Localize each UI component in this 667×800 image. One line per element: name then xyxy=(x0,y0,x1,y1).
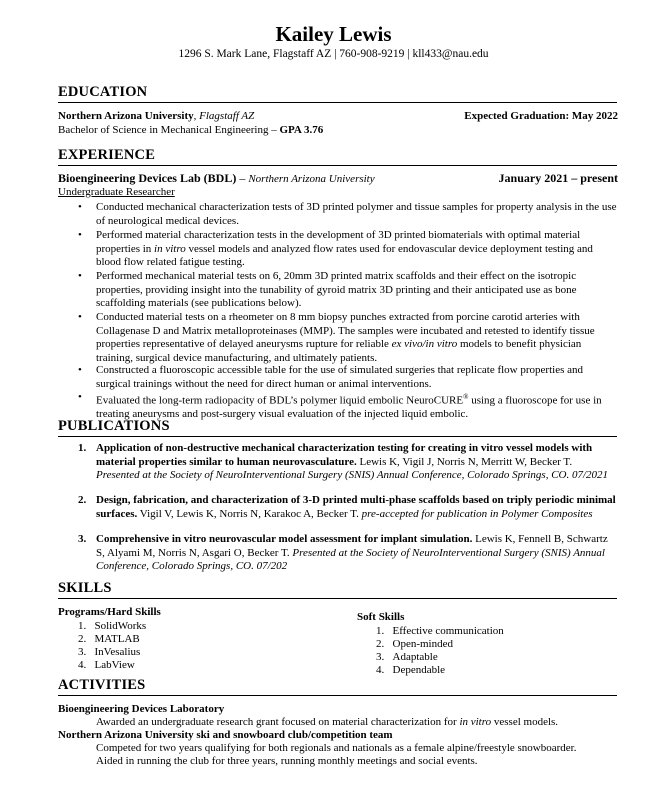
section-heading-activities: ACTIVITIES xyxy=(58,677,146,693)
gpa: GPA 3.76 xyxy=(279,124,324,136)
section-rule xyxy=(58,695,617,696)
activity-description: Aided in running the club for three years, running monthly meetings and social events. xyxy=(96,755,478,767)
publication-venue: Presented at the Society of NeuroInterventional Surgery (SNIS) Annual Conference, Colorado Springs, CO. 07/202 xyxy=(96,546,605,572)
section-rule xyxy=(58,436,617,437)
bullet-glyph: • xyxy=(78,311,82,323)
hard-skills-title: Programs/Hard Skills xyxy=(58,606,161,618)
degree: Bachelor of Science in Mechanical Engineering xyxy=(58,124,269,136)
degree-line xyxy=(58,124,323,136)
activity-title: Northern Arizona University ski and snowboard club/competition team xyxy=(58,729,393,741)
org-dash: – xyxy=(236,171,249,185)
experience-bullet xyxy=(96,364,618,391)
activity-title: Bioengineering Devices Laboratory xyxy=(58,703,225,715)
candidate-name: Kailey Lewis xyxy=(275,22,392,46)
publication-number: 1. xyxy=(78,442,87,454)
skill-label: InVesalius xyxy=(94,646,141,658)
publication-venue: pre-accepted for publication in Polymer Composites xyxy=(361,507,593,520)
soft-skill-item xyxy=(376,638,453,651)
school-sep: , xyxy=(193,110,197,122)
activity-description xyxy=(96,716,558,728)
bullet-italic: in vitro xyxy=(154,242,186,255)
publication-venue: Presented at the Society of NeuroInterventional Surgery (SNIS) Annual Conference, Colorado Springs, CO. 07/2021 xyxy=(96,469,609,481)
section-rule xyxy=(58,165,617,166)
skill-label: Effective communication xyxy=(392,625,504,637)
skill-label: Adaptable xyxy=(392,651,438,663)
publication-title: Design, fabrication, and characterization of 3-D printed multi-phase scaffolds based on triply periodic minimal surfaces. xyxy=(96,494,616,520)
bullet-text: Constructed a fluoroscopic accessible table for the use of simulated surgeries that replicate flow properties and surgical trainings without the need for direct human or animal interventions. xyxy=(96,364,583,390)
skill-label: LabView xyxy=(94,659,135,671)
publication-authors: Vigil V, Lewis K, Norris N, Karakoc A, Becker T. xyxy=(137,507,362,520)
experience-bullet xyxy=(96,391,618,422)
publication-title: Application of non-destructive mechanical characterization testing for creating in vitro vessel models with material properties similar to human neurovasculature. xyxy=(96,442,593,468)
publication-number: 2. xyxy=(78,494,87,506)
bullet-text: vessel models and analyzed flow rates used for endovascular device deployment testing and blood flow related fatigue testing. xyxy=(96,242,593,268)
degree-dash: – xyxy=(268,124,280,136)
skill-number: 3. xyxy=(376,651,385,663)
bullet-glyph: • xyxy=(78,364,82,376)
hard-skill-item xyxy=(78,646,140,659)
publication-entry xyxy=(96,442,618,483)
activity-description: Competed for two years qualifying for both regionals and nationals as a female alpine/freestyle snowboarder. xyxy=(96,742,577,754)
section-heading-skills: SKILLS xyxy=(58,580,112,596)
experience-dates: January 2021 – present xyxy=(498,171,618,185)
experience-bullet xyxy=(96,270,618,311)
bullet-text: using a fluoroscope for use in treating aneurysms and post-surgery visual evaluation of the injected liquid embolic. xyxy=(96,394,602,421)
publication-entry xyxy=(96,494,618,521)
publication-entry xyxy=(96,533,618,574)
skill-label: Open-minded xyxy=(392,638,453,650)
skill-label: SolidWorks xyxy=(94,620,147,632)
experience-role: Undergraduate Researcher xyxy=(58,186,175,198)
lab-university: Northern Arizona University xyxy=(248,173,375,185)
skill-number: 4. xyxy=(78,659,87,671)
bullet-glyph: • xyxy=(78,201,82,213)
soft-skill-item xyxy=(376,664,445,677)
activity-text: vessel models. xyxy=(491,716,559,728)
bullet-glyph: • xyxy=(78,391,82,403)
lab-name: Bioengineering Devices Lab (BDL) xyxy=(58,171,237,185)
skill-number: 1. xyxy=(376,625,385,637)
hard-skill-item xyxy=(78,659,135,672)
hard-skill-item xyxy=(78,620,146,633)
activity-text: Awarded an undergraduate research grant focused on material characterization for xyxy=(96,716,460,728)
skill-number: 2. xyxy=(376,638,385,650)
skill-number: 4. xyxy=(376,664,385,676)
graduation-date: Expected Graduation: May 2022 xyxy=(464,110,618,122)
contact-line: 1296 S. Mark Lane, Flagstaff AZ | 760-908-9219 | kll433@nau.edu xyxy=(178,48,489,60)
school-location: Flagstaff AZ xyxy=(199,110,255,122)
publication-title: Comprehensive in vitro neurovascular model assessment for implant simulation. xyxy=(96,533,473,545)
publication-authors: Lewis K, Vigil J, Norris N, Merritt W, Becker T. xyxy=(356,455,573,468)
bullet-text: models to benefit physician training, surgical device manufacturing, and ultimately patients. xyxy=(96,338,582,364)
skill-number: 2. xyxy=(78,633,87,645)
registered-mark: ® xyxy=(463,393,469,401)
bullet-glyph: • xyxy=(78,270,82,282)
soft-skills-title: Soft Skills xyxy=(357,611,405,623)
school-name: Northern Arizona University xyxy=(58,110,194,122)
section-rule xyxy=(58,102,617,103)
soft-skill-item xyxy=(376,625,504,638)
activity-italic: in vitro xyxy=(459,716,492,728)
section-rule xyxy=(58,598,617,599)
experience-bullet xyxy=(96,311,618,365)
section-heading-education: EDUCATION xyxy=(58,84,148,100)
bullet-text: Conducted material tests on a rheometer on 8 mm biopsy punches extracted from porcine carotid arteries with Collagenase D and Matrix metalloproteinases (MMP). The samples were incubated and retested to identify tissue properties representative of delayed aneurysms rupture for reliable xyxy=(96,311,595,350)
education-school-line xyxy=(58,110,254,122)
bullet-glyph: • xyxy=(78,229,82,241)
skill-label: MATLAB xyxy=(94,633,140,645)
bullet-text: Evaluated the long-term radiopacity of BDL’s polymer liquid embolic NeuroCURE xyxy=(96,394,464,407)
section-heading-publications: PUBLICATIONS xyxy=(58,418,170,434)
section-heading-experience: EXPERIENCE xyxy=(58,147,156,163)
bullet-text: Performed mechanical material tests on 6, 20mm 3D printed matrix scaffolds and their effect on the isotropic properties, providing insight into the tunability of gyroid matrix 3D printing and their anticipated use as bone scaffolding materials (see publications below). xyxy=(96,270,577,309)
skill-label: Dependable xyxy=(392,664,446,676)
hard-skill-item xyxy=(78,633,140,646)
skill-number: 3. xyxy=(78,646,87,658)
bullet-text: Performed material characterization tests in the development of 3D printed biomaterials with optimal material properties in xyxy=(96,229,581,255)
experience-bullet xyxy=(96,229,618,270)
experience-org-line xyxy=(58,171,375,186)
bullet-italic: ex vivo/in vitro xyxy=(391,338,458,350)
soft-skill-item xyxy=(376,651,438,664)
experience-bullet xyxy=(96,201,618,228)
skill-number: 1. xyxy=(78,620,87,632)
bullet-text: Conducted mechanical characterization tests of 3D printed polymer and tissue samples for property analysis in the use of neurological medical devices. xyxy=(96,201,617,227)
publication-number: 3. xyxy=(78,533,87,545)
publication-authors: Lewis K, Fennell B, Schwartz S, Alyami M, Norris N, Asgari O, Becker T. xyxy=(96,533,608,559)
